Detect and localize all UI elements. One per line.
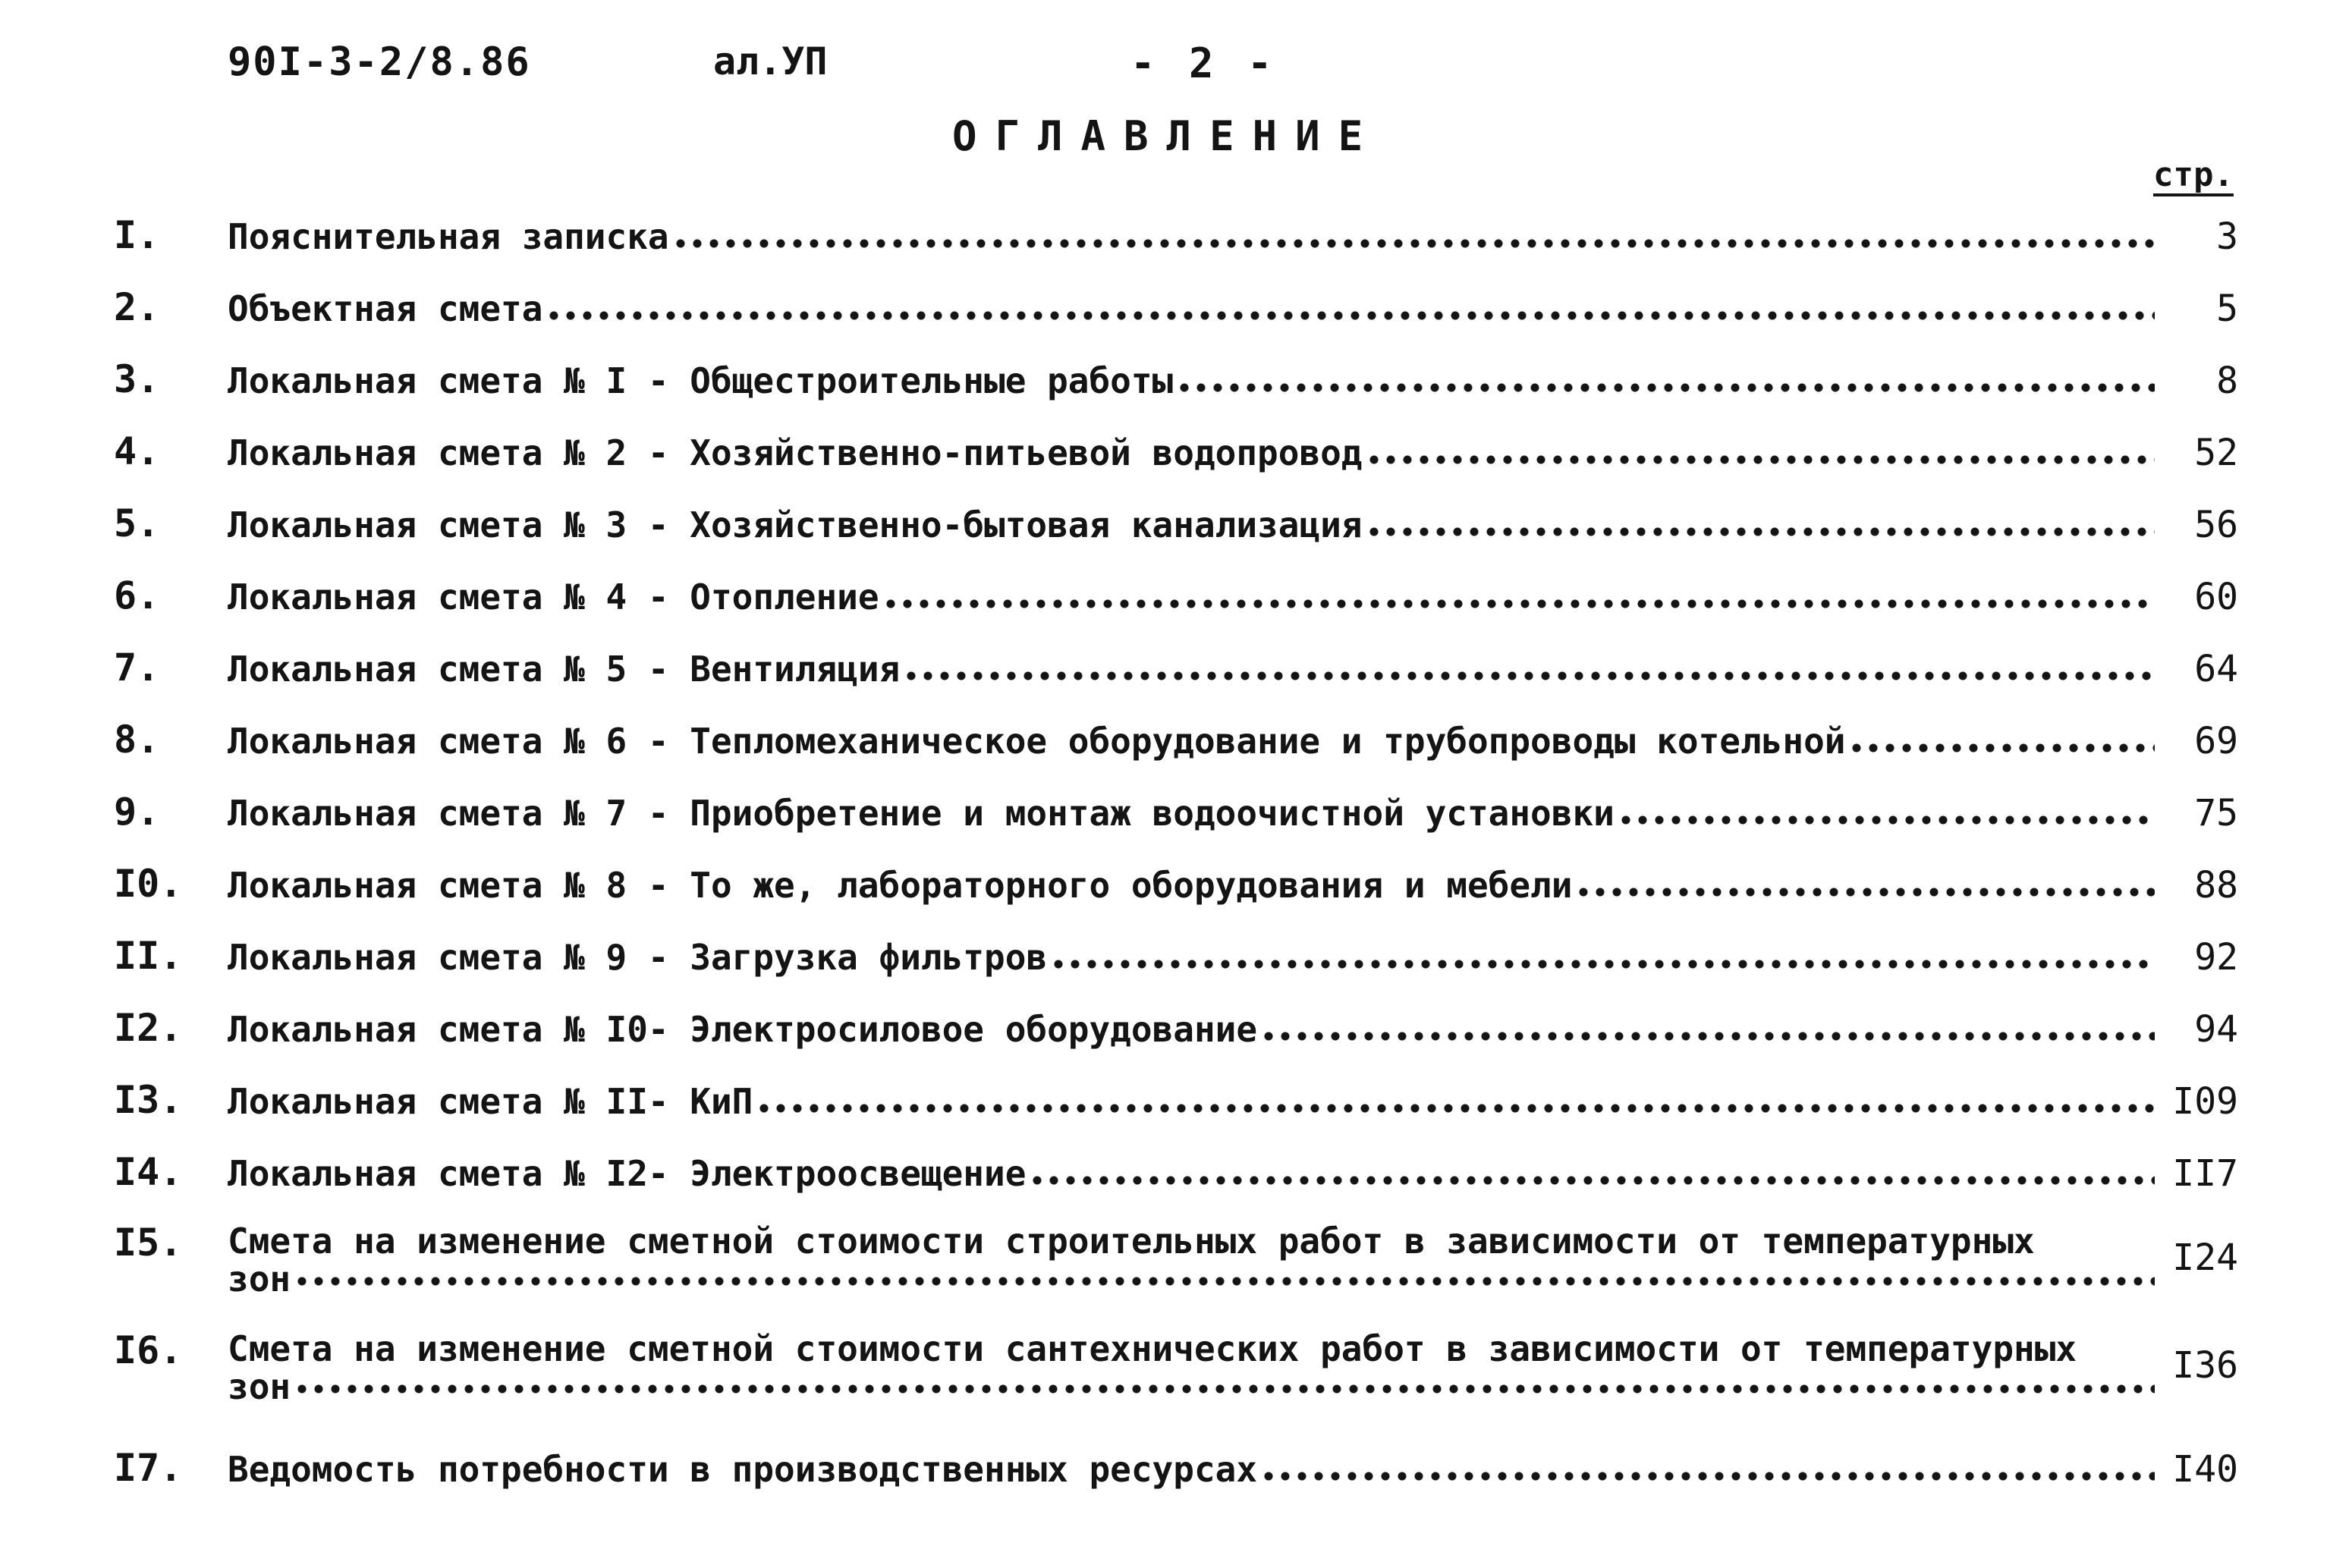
dot-leader <box>1366 526 2155 537</box>
toc-entry <box>114 501 2238 546</box>
entry-title: Локальная смета № 9 - Загрузка фильтров <box>228 937 1048 978</box>
entry-page: 3 <box>2216 215 2238 258</box>
dot-leader <box>1260 1471 2155 1482</box>
entry-title-continued: зон <box>228 1258 291 1296</box>
entry-title: Объектная смета <box>228 288 543 329</box>
entry-number: 7. <box>114 646 160 690</box>
entry-page: I40 <box>2172 1448 2238 1491</box>
entry-number: I5. <box>114 1221 183 1265</box>
dot-leader <box>882 599 2155 609</box>
dot-leader <box>1176 382 2155 393</box>
dot-leader <box>1618 815 2155 825</box>
entry-number: 3. <box>114 357 160 401</box>
dot-leader <box>903 671 2155 681</box>
toc-entry <box>114 1149 2238 1195</box>
entry-title: Локальная смета № 8 - То же, лабораторного оборудования и мебели <box>228 865 1573 906</box>
toc-entry <box>114 789 2238 834</box>
entry-page: 64 <box>2194 648 2238 690</box>
entry-number: 4. <box>114 429 160 473</box>
toc-entry <box>114 1445 2238 1491</box>
dot-leader <box>756 1103 2155 1114</box>
dot-leader <box>1575 887 2155 897</box>
toc-entry <box>114 212 2238 258</box>
entry-title: Смета на изменение сметной стоимости строительных работ в зависимости от температурных <box>228 1221 2035 1262</box>
toc-entry <box>114 933 2238 979</box>
dot-leader <box>1366 454 2155 465</box>
entry-page: 75 <box>2194 792 2238 834</box>
entry-title: Локальная смета № 6 - Тепломеханическое оборудование и трубопроводы котельной <box>228 721 1846 762</box>
dot-leader <box>1848 743 2155 753</box>
entry-number: 5. <box>114 501 160 545</box>
entry-title: Локальная смета № I - Общестроительные работы <box>228 360 1174 401</box>
entry-title: Локальная смета № I0- Электросиловое оборудование <box>228 1009 1258 1050</box>
toc-entry <box>114 645 2238 690</box>
entry-title: Локальная смета № I2- Электроосвещение <box>228 1153 1027 1194</box>
toc-entry <box>114 1005 2238 1051</box>
toc-entry <box>114 1220 2238 1296</box>
entry-title: Пояснительная записка <box>228 216 669 257</box>
entry-title: Локальная смета № 3 - Хозяйственно-бытовая канализация <box>228 504 1363 545</box>
entry-page: I09 <box>2172 1080 2238 1123</box>
dot-leader <box>1050 959 2155 969</box>
entry-title: Локальная смета № 4 - Отопление <box>228 577 879 617</box>
entry-number: I6. <box>114 1328 183 1372</box>
document-code: 90I-3-2/8.86 <box>228 39 531 85</box>
dot-leader <box>294 1384 2155 1394</box>
sheet-label: ал.УП <box>713 39 828 83</box>
entry-page: 88 <box>2194 864 2238 907</box>
entry-title: Ведомость потребности в производственных ресурсах <box>228 1449 1258 1490</box>
toc-entry <box>114 861 2238 907</box>
entry-page: 94 <box>2194 1008 2238 1051</box>
entry-number: 8. <box>114 718 160 762</box>
entry-title: Локальная смета № 5 - Вентиляция <box>228 649 901 690</box>
entry-title: Локальная смета № II- КиП <box>228 1081 753 1122</box>
entry-page: II7 <box>2172 1152 2238 1195</box>
page-column-label: стр. <box>2153 156 2234 194</box>
entry-page: 69 <box>2194 720 2238 762</box>
entry-page: 8 <box>2216 360 2238 402</box>
toc-entry <box>114 429 2238 474</box>
entry-title: Смета на изменение сметной стоимости сантехнических работ в зависимости от температурных <box>228 1328 2077 1369</box>
dot-leader <box>1029 1175 2155 1186</box>
dot-leader <box>672 238 2155 249</box>
dot-leader <box>294 1276 2155 1287</box>
entry-number: I0. <box>114 862 183 906</box>
toc-title: ОГЛАВЛЕНИЕ <box>952 112 1382 160</box>
entry-page: 5 <box>2216 288 2238 330</box>
toc-entry <box>114 357 2238 402</box>
entry-page: 56 <box>2194 504 2238 546</box>
entry-number: 9. <box>114 790 160 834</box>
entry-title: Локальная смета № 2 - Хозяйственно-питьевой водопровод <box>228 432 1363 473</box>
entry-number: I4. <box>114 1150 183 1194</box>
entry-number: I3. <box>114 1078 183 1122</box>
entry-page: 92 <box>2194 936 2238 979</box>
entry-number: I. <box>114 213 160 257</box>
toc-entry <box>114 284 2238 330</box>
toc-entry <box>114 717 2238 762</box>
toc-entry <box>114 1328 2238 1403</box>
dot-leader <box>546 310 2155 321</box>
entry-number: 6. <box>114 573 160 617</box>
dot-leader <box>1260 1031 2155 1042</box>
entry-number: I7. <box>114 1446 183 1490</box>
entry-page: 52 <box>2194 432 2238 474</box>
entry-number: I2. <box>114 1006 183 1050</box>
page-number: - 2 - <box>1130 39 1277 87</box>
entry-title-continued: зон <box>228 1366 291 1403</box>
entry-page: 60 <box>2194 576 2238 618</box>
entry-number: II. <box>114 934 183 978</box>
entry-number: 2. <box>114 285 160 329</box>
entry-page: I36 <box>2172 1344 2238 1387</box>
entry-page: I24 <box>2172 1236 2238 1279</box>
entry-title: Локальная смета № 7 - Приобретение и монтаж водоочистной установки <box>228 793 1615 834</box>
toc-entry <box>114 573 2238 618</box>
toc-entry <box>114 1077 2238 1123</box>
